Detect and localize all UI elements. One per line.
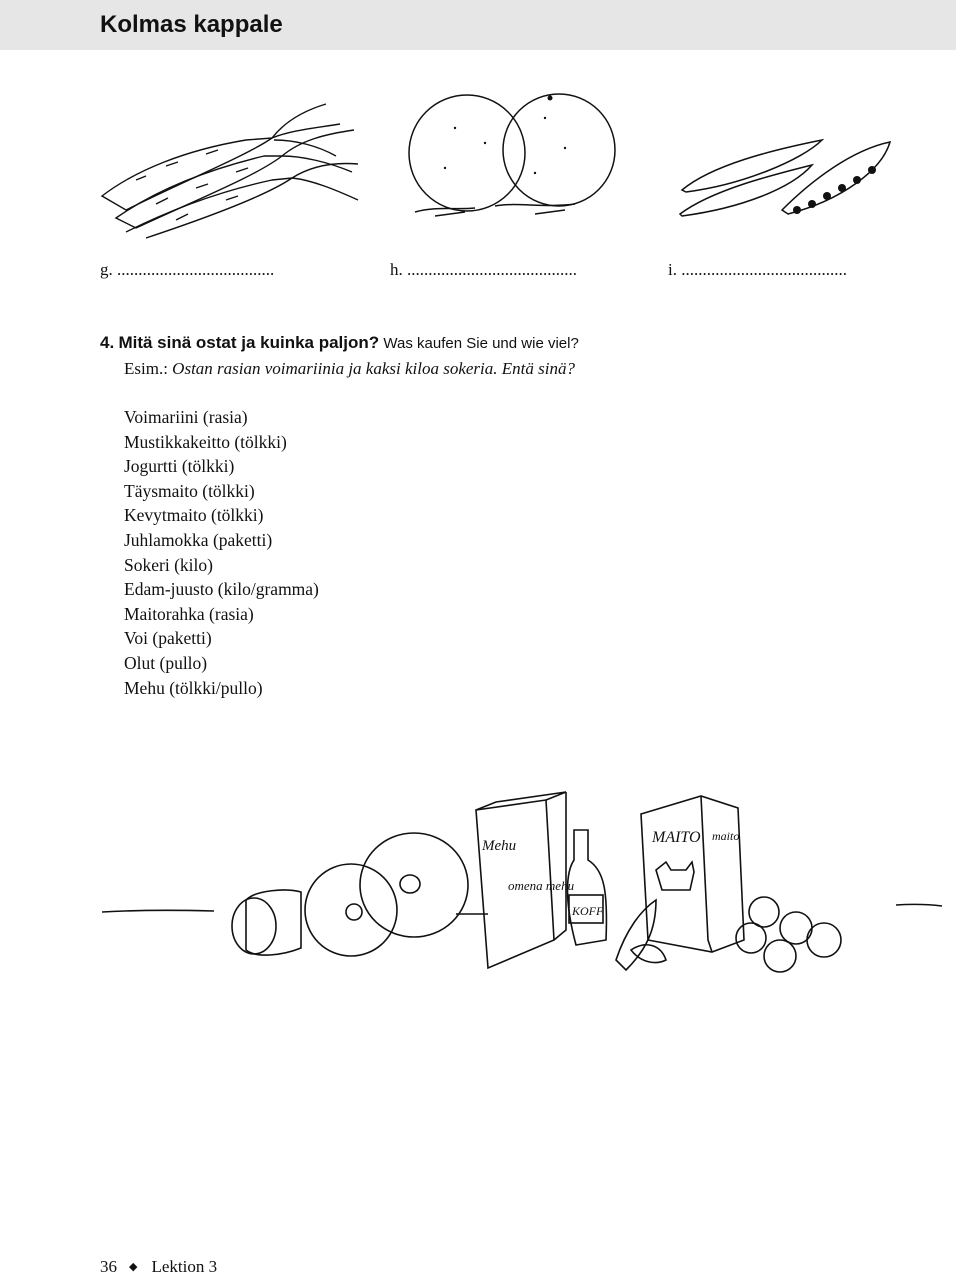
juice-carton-side-label: omena mehu xyxy=(508,878,575,893)
list-item: Sokeri (kilo) xyxy=(124,554,213,575)
lesson-label: Lektion 3 xyxy=(151,1257,218,1276)
shopping-item-list xyxy=(124,405,319,700)
exercise-question-german: Was kaufen Sie und wie viel? xyxy=(383,335,579,352)
list-item: Mustikkakeitto (tölkki) xyxy=(124,431,287,452)
milk-carton-side-label: maito xyxy=(712,829,740,843)
list-item: Olut (pullo) xyxy=(124,652,208,673)
diamond-icon: ◆ xyxy=(129,1261,138,1273)
exercise-heading xyxy=(100,333,579,353)
groceries-illustration xyxy=(96,780,946,1000)
list-item: Maitorahka (rasia) xyxy=(124,603,254,624)
list-item: Täysmaito (tölkki) xyxy=(124,480,255,501)
blank-i[interactable] xyxy=(668,260,847,280)
list-item: Kevytmaito (tölkki) xyxy=(124,505,264,526)
list-item: Voimariini (rasia) xyxy=(124,407,248,427)
oranges-illustration xyxy=(395,88,635,223)
exercise-example xyxy=(124,359,575,379)
list-item: Jogurtti (tölkki) xyxy=(124,456,235,477)
blank-h[interactable] xyxy=(390,260,577,280)
blank-i-label: i. xyxy=(668,260,677,279)
list-item: Mehu (tölkki/pullo) xyxy=(124,677,263,698)
blank-g[interactable] xyxy=(100,260,274,280)
carrots-illustration xyxy=(96,100,368,240)
chapter-header-bar xyxy=(0,0,956,50)
blank-h-dots: ........................................ xyxy=(407,260,577,279)
pea-pods-illustration xyxy=(672,130,902,225)
blank-g-label: g. xyxy=(100,260,113,279)
blank-i-dots: ....................................... xyxy=(681,260,847,279)
bottle-label: KOFF xyxy=(572,904,604,918)
juice-carton-label: Mehu xyxy=(482,838,517,854)
chapter-title: Kolmas kappale xyxy=(100,11,283,38)
list-item: Juhlamokka (paketti) xyxy=(124,529,273,550)
exercise-number: 4. xyxy=(100,333,115,352)
list-item: Edam-juusto (kilo/gramma) xyxy=(124,579,319,600)
page-footer xyxy=(100,1257,217,1277)
exercise-question: Mitä sinä ostat ja kuinka paljon? xyxy=(118,333,380,352)
list-item: Voi (paketti) xyxy=(124,628,212,649)
example-text: Ostan rasian voimariinia ja kaksi kiloa sokeria. Entä sinä? xyxy=(172,359,575,378)
blank-h-label: h. xyxy=(390,260,403,279)
example-label: Esim.: xyxy=(124,359,168,378)
blank-g-dots: ..................................... xyxy=(117,260,275,279)
page-number: 36 xyxy=(100,1257,117,1276)
milk-carton-label: MAITO xyxy=(652,829,701,846)
